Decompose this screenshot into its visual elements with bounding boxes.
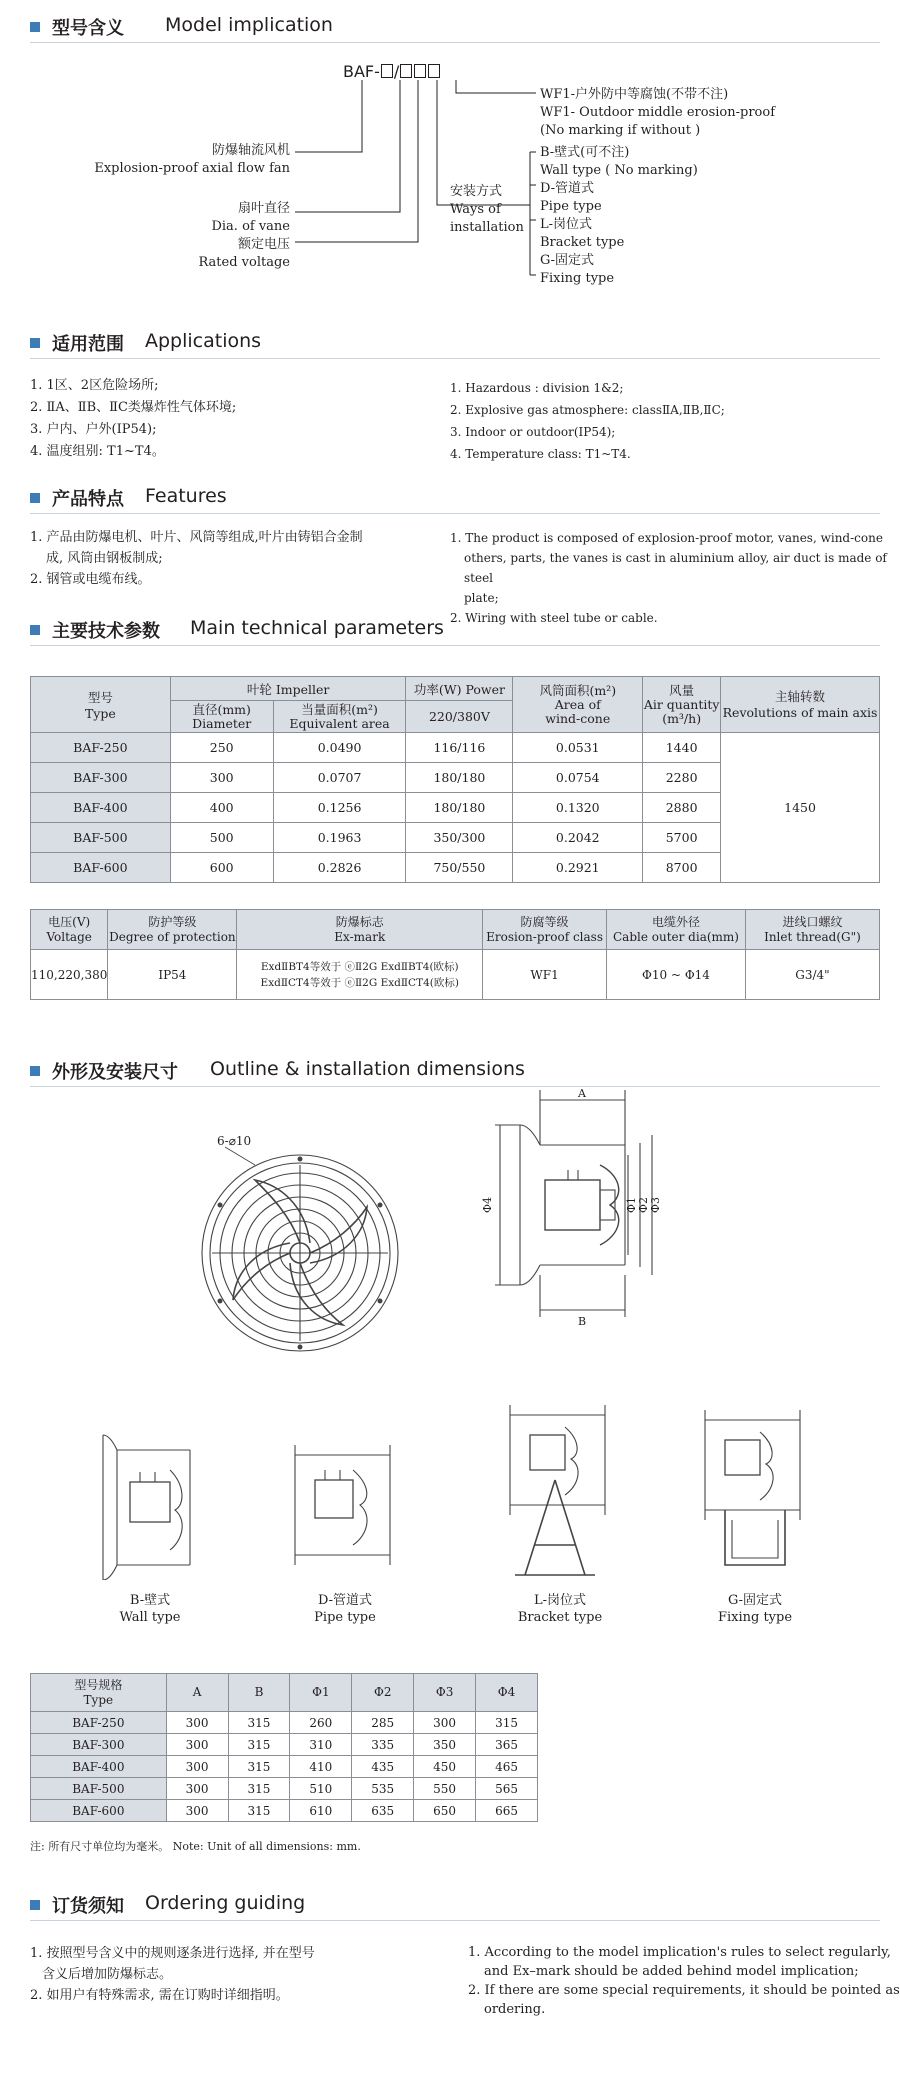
header-text: 风筒面积(m²) xyxy=(539,682,617,698)
section-header-outline xyxy=(30,1056,880,1087)
wall-type-drawing xyxy=(95,1420,205,1580)
section-marker xyxy=(30,1066,40,1076)
cell-type: BAF-400 xyxy=(31,793,171,823)
ordering-en-item-cont: and Ex–mark should be added behind model implication; xyxy=(484,1964,859,1979)
feature-cn-item-cont: 成, 风筒由钢板制成; xyxy=(46,551,163,566)
cell-dim: 610 xyxy=(290,1800,352,1822)
option-l-en: Bracket type xyxy=(540,235,625,250)
cell-area: 0.2826 xyxy=(273,853,406,883)
wf1-en: WF1- Outdoor middle erosion-proof xyxy=(540,105,776,120)
dia-cn: 扇叶直径 xyxy=(237,201,290,216)
wall-type-label xyxy=(95,1592,205,1626)
install-options xyxy=(540,144,698,288)
fan-cn: 防爆轴流风机 xyxy=(211,143,290,158)
table-row xyxy=(31,1778,538,1800)
header-inlet xyxy=(745,910,879,950)
option-d-en: Pipe type xyxy=(540,199,602,214)
cell-dim: 315 xyxy=(228,1734,290,1756)
dimensions-note: 注: 所有尺寸单位均为毫米。 Note: Unit of all dimensions: mm. xyxy=(30,1840,361,1853)
cell-type: BAF-300 xyxy=(31,763,171,793)
wf1-en-note: (No marking if without ) xyxy=(540,123,701,138)
feature-cn-item: 1. 产品由防爆电机、叶片、风筒等组成,叶片由铸铝合金制 xyxy=(30,530,363,545)
model-code-sep: / xyxy=(393,62,400,81)
cell-dim: 350 xyxy=(414,1734,476,1756)
feature-en-item: 1. The product is composed of explosion-proof motor, vanes, wind-cone xyxy=(450,531,883,545)
features-en xyxy=(450,528,900,628)
cell-type: BAF-600 xyxy=(31,853,171,883)
cell-dia: 250 xyxy=(170,733,273,763)
section-title-en: Model implication xyxy=(165,14,333,36)
cell-ero: WF1 xyxy=(483,950,607,1000)
header-text: Type xyxy=(83,1692,114,1707)
table-row xyxy=(31,950,880,1000)
type-en: Wall type xyxy=(119,1610,181,1625)
option-g-cn: G-固定式 xyxy=(540,253,595,268)
table-row xyxy=(31,1756,538,1778)
section-title-cn: 订货须知 xyxy=(52,1896,124,1917)
cell-air: 2880 xyxy=(643,793,721,823)
header-ex xyxy=(237,910,483,950)
header-area xyxy=(273,701,406,733)
option-d-cn: D-管道式 xyxy=(540,181,595,196)
header-text: 当量面积(m²) xyxy=(301,701,378,717)
volt-label xyxy=(198,236,290,272)
features-cn xyxy=(30,527,363,590)
header-text: 主轴转数 xyxy=(775,688,826,704)
cell-dim: 450 xyxy=(414,1756,476,1778)
section-title-cn: 主要技术参数 xyxy=(52,621,160,642)
section-title-en: Applications xyxy=(145,330,262,352)
dim-phi3-label: Φ3 xyxy=(649,1196,662,1213)
header-text: 防腐等级 xyxy=(520,914,569,929)
cell-dim: 535 xyxy=(352,1778,414,1800)
cell-rev: 1450 xyxy=(721,733,880,883)
header-impeller: 叶轮 Impeller xyxy=(170,677,406,701)
cell-dim: 285 xyxy=(352,1712,414,1734)
header-power: 功率(W) Power xyxy=(406,677,513,701)
cell-dim: 435 xyxy=(352,1756,414,1778)
header-dim: B xyxy=(228,1674,290,1712)
app-cn-item: 3. 户内、户外(IP54); xyxy=(30,422,157,437)
header-text: Degree of protection xyxy=(109,929,236,944)
dim-phi4-label: Φ4 xyxy=(481,1196,494,1213)
header-cable xyxy=(607,910,746,950)
header-text: wind-cone xyxy=(545,710,611,726)
cell-dim: 365 xyxy=(476,1734,538,1756)
fan-side-view xyxy=(470,1085,700,1335)
ordering-cn xyxy=(30,1943,315,2006)
cell-dim: 315 xyxy=(228,1756,290,1778)
ex-mark-1: ExdⅡBT4等效于 ⓔⅡ2G ExdⅡBT4(欧标) xyxy=(260,960,459,973)
params-table xyxy=(30,676,880,883)
cell-dim: 300 xyxy=(166,1756,228,1778)
dia-label xyxy=(211,200,290,236)
cell-dia: 600 xyxy=(170,853,273,883)
app-en-item: 1. Hazardous : division 1&2; xyxy=(450,381,624,395)
bracket-type-label xyxy=(505,1592,615,1626)
cell-dim: 300 xyxy=(166,1800,228,1822)
header-dia xyxy=(170,701,273,733)
cell-dim: 300 xyxy=(166,1778,228,1800)
ordering-cn-item: 1. 按照型号含义中的规则逐条进行选择, 并在型号 xyxy=(30,1946,315,1961)
cell-dim: 635 xyxy=(352,1800,414,1822)
cell-dim: 410 xyxy=(290,1756,352,1778)
header-text: Type xyxy=(84,706,116,721)
header-text: 防护等级 xyxy=(148,914,197,929)
cell-dim: 300 xyxy=(414,1712,476,1734)
table-row xyxy=(31,1734,538,1756)
header-cone xyxy=(513,677,643,733)
option-g-en: Fixing type xyxy=(540,271,615,286)
cell-type: BAF-500 xyxy=(31,823,171,853)
cell-dia: 400 xyxy=(170,793,273,823)
header-text: 型号 xyxy=(87,690,113,705)
cell-cone: 0.2042 xyxy=(513,823,643,853)
app-cn-item: 1. 1区、2区危险场所; xyxy=(30,378,159,393)
cell-type: BAF-600 xyxy=(31,1800,167,1822)
ordering-en-item: 1. According to the model implication's rules to select regularly, xyxy=(468,1945,891,1960)
ordering-en xyxy=(468,1943,900,2019)
cell-dia: 500 xyxy=(170,823,273,853)
header-type xyxy=(31,677,171,733)
cell-area: 0.0707 xyxy=(273,763,406,793)
ways-of-installation xyxy=(450,183,524,237)
fan-front-view xyxy=(195,1135,415,1365)
table-row xyxy=(31,1800,538,1822)
cell-air: 8700 xyxy=(643,853,721,883)
dim-a-label: A xyxy=(578,1087,586,1100)
cell-dim: 550 xyxy=(414,1778,476,1800)
cell-dim: 335 xyxy=(352,1734,414,1756)
way-cn: 安装方式 xyxy=(450,184,503,199)
cell-dim: 565 xyxy=(476,1778,538,1800)
section-title-en: Features xyxy=(145,485,227,507)
feature-en-item-cont: plate; xyxy=(464,591,499,605)
pipe-type-label xyxy=(290,1592,400,1626)
way-en: Ways of xyxy=(450,202,501,217)
ordering-en-item: 2. If there are some special requirements, it should be pointed as xyxy=(468,1983,900,1998)
header-text: 型号规格 xyxy=(74,1677,123,1692)
section-marker xyxy=(30,493,40,503)
section-title-en: Ordering guiding xyxy=(145,1892,306,1914)
header-text: Ex-mark xyxy=(334,929,386,944)
ex-mark-2: ExdⅡCT4等效于 ⓔⅡ2G ExdⅡCT4(欧标) xyxy=(260,976,459,989)
cell-prot: IP54 xyxy=(108,950,237,1000)
header-power-v: 220/380V xyxy=(406,701,513,733)
cell-cone: 0.2921 xyxy=(513,853,643,883)
cell-type: BAF-250 xyxy=(31,733,171,763)
type-en: Pipe type xyxy=(314,1610,376,1625)
cell-air: 5700 xyxy=(643,823,721,853)
dim-phi2-label: Φ2 xyxy=(637,1196,650,1213)
feature-cn-item: 2. 钢管或电缆布线。 xyxy=(30,572,151,587)
type-cn: B-壁式 xyxy=(129,1593,171,1608)
app-en-item: 4. Temperature class: T1~T4. xyxy=(450,447,631,461)
pipe-type-drawing xyxy=(290,1435,400,1575)
cell-air: 2280 xyxy=(643,763,721,793)
header-text: 直径(mm) xyxy=(192,701,251,717)
feature-en-item-cont: others, parts, the vanes is cast in aluminium alloy, air duct is made of steel xyxy=(464,551,887,585)
header-text: 风量 xyxy=(669,682,695,698)
way-en-2: installation xyxy=(450,220,524,235)
section-title-en: Outline & installation dimensions xyxy=(210,1058,525,1080)
header-dim: Φ1 xyxy=(290,1674,352,1712)
cell-air: 1440 xyxy=(643,733,721,763)
type-cn: L-岗位式 xyxy=(533,1593,587,1608)
header-rev xyxy=(721,677,880,733)
section-header-features xyxy=(30,483,880,514)
header-type xyxy=(31,1674,167,1712)
cell-dia: 300 xyxy=(170,763,273,793)
fan-label xyxy=(94,142,290,178)
bracket-type-drawing xyxy=(505,1395,615,1580)
header-dim: Φ3 xyxy=(414,1674,476,1712)
cell-dim: 260 xyxy=(290,1712,352,1734)
section-header-ordering xyxy=(30,1890,880,1921)
model-code-prefix: BAF- xyxy=(343,62,380,81)
cell-area: 0.1256 xyxy=(273,793,406,823)
cell-inlet: G3/4" xyxy=(745,950,879,1000)
cell-power: 180/180 xyxy=(406,763,513,793)
cell-type: BAF-500 xyxy=(31,1778,167,1800)
cell-dim: 315 xyxy=(228,1800,290,1822)
cell-dim: 315 xyxy=(228,1778,290,1800)
dia-en: Dia. of vane xyxy=(211,219,290,234)
app-cn-item: 4. 温度组别: T1~T4。 xyxy=(30,444,165,459)
app-en-item: 3. Indoor or outdoor(IP54); xyxy=(450,425,616,439)
cell-volt: 110,220,380 xyxy=(31,950,108,1000)
cell-dim: 310 xyxy=(290,1734,352,1756)
ordering-cn-item: 2. 如用户有特殊需求, 需在订购时详细指明。 xyxy=(30,1988,289,2003)
header-dim: A xyxy=(166,1674,228,1712)
app-cn-item: 2. ⅡA、ⅡB、ⅡC类爆炸性气体环境; xyxy=(30,400,237,415)
cell-dim: 650 xyxy=(414,1800,476,1822)
cell-power: 180/180 xyxy=(406,793,513,823)
volt-en: Rated voltage xyxy=(198,255,290,270)
header-text: Diameter xyxy=(192,715,252,731)
dimensions-table xyxy=(30,1673,538,1822)
header-text: 电缆外径 xyxy=(651,914,700,929)
header-text: 电压(V) xyxy=(48,914,91,929)
wf1-cn: WF1-户外防中等腐蚀(不带不注) xyxy=(540,87,729,102)
header-text: Equivalent area xyxy=(289,715,390,731)
header-text: Voltage xyxy=(46,929,92,944)
params2-table xyxy=(30,909,880,1000)
fan-en: Explosion-proof axial flow fan xyxy=(94,161,290,176)
holes-label: 6-⌀10 xyxy=(217,1135,252,1148)
section-marker xyxy=(30,338,40,348)
cell-dim: 300 xyxy=(166,1734,228,1756)
header-text: 防爆标志 xyxy=(335,914,384,929)
cell-power: 350/300 xyxy=(406,823,513,853)
cell-dim: 315 xyxy=(228,1712,290,1734)
applications-en xyxy=(450,377,725,465)
header-air xyxy=(643,677,721,733)
type-en: Fixing type xyxy=(717,1610,793,1625)
app-en-item: 2. Explosive gas atmosphere: classⅡA,ⅡB,ⅡC; xyxy=(450,403,725,417)
wf1-option xyxy=(540,86,775,140)
header-volt xyxy=(31,910,108,950)
header-prot xyxy=(108,910,237,950)
option-l-cn: L-岗位式 xyxy=(540,217,593,232)
cell-area: 0.1963 xyxy=(273,823,406,853)
cell-dim: 665 xyxy=(476,1800,538,1822)
section-marker xyxy=(30,1900,40,1910)
header-ero xyxy=(483,910,607,950)
option-b-en: Wall type ( No marking) xyxy=(540,163,698,178)
cell-dim: 300 xyxy=(166,1712,228,1734)
feature-en-item: 2. Wiring with steel tube or cable. xyxy=(450,611,658,625)
cell-power: 750/550 xyxy=(406,853,513,883)
cell-dim: 510 xyxy=(290,1778,352,1800)
cell-power: 116/116 xyxy=(406,733,513,763)
section-title-cn: 外形及安装尺寸 xyxy=(52,1062,178,1083)
section-title-cn: 型号含义 xyxy=(52,18,124,39)
applications-cn xyxy=(30,375,236,463)
cell-ex xyxy=(237,950,483,1000)
section-header-params xyxy=(30,615,880,646)
header-text: Cable outer dia(mm) xyxy=(612,929,739,944)
header-text: Area of xyxy=(554,696,601,712)
type-cn: G-固定式 xyxy=(727,1593,783,1608)
option-b-cn: B-壁式(可不注) xyxy=(540,145,630,160)
header-text: Erosion-proof class xyxy=(486,929,603,944)
header-text: Air quantity xyxy=(643,696,720,712)
section-marker xyxy=(30,625,40,635)
type-en: Bracket type xyxy=(517,1610,603,1625)
cell-dim: 465 xyxy=(476,1756,538,1778)
dim-b-label: B xyxy=(578,1315,587,1328)
cell-cone: 0.0754 xyxy=(513,763,643,793)
header-text: 进线口螺纹 xyxy=(782,914,843,929)
header-dim: Φ2 xyxy=(352,1674,414,1712)
header-text: (m³/h) xyxy=(662,710,702,726)
dim-phi1-label: Φ1 xyxy=(625,1196,638,1213)
header-text: Revolutions of main axis xyxy=(722,704,878,720)
fixing-type-label xyxy=(700,1592,810,1626)
fixing-type-drawing xyxy=(700,1400,810,1570)
cell-area: 0.0490 xyxy=(273,733,406,763)
ordering-en-item-cont: ordering. xyxy=(484,2002,546,2017)
table-row xyxy=(31,733,880,763)
section-title-en: Main technical parameters xyxy=(190,617,444,639)
header-dim: Φ4 xyxy=(476,1674,538,1712)
section-title-cn: 产品特点 xyxy=(52,489,124,510)
cell-dim: 315 xyxy=(476,1712,538,1734)
cell-cone: 0.0531 xyxy=(513,733,643,763)
section-title-cn: 适用范围 xyxy=(52,334,124,355)
volt-cn: 额定电压 xyxy=(237,237,290,252)
cell-cone: 0.1320 xyxy=(513,793,643,823)
type-cn: D-管道式 xyxy=(317,1593,373,1608)
section-header-applications xyxy=(30,328,880,359)
header-text: Inlet thread(G") xyxy=(764,929,861,944)
cell-cable: Φ10 ~ Φ14 xyxy=(607,950,746,1000)
cell-type: BAF-400 xyxy=(31,1756,167,1778)
ordering-cn-item-cont: 含义后增加防爆标志。 xyxy=(42,1967,173,1982)
cell-type: BAF-250 xyxy=(31,1712,167,1734)
table-row xyxy=(31,1712,538,1734)
cell-type: BAF-300 xyxy=(31,1734,167,1756)
